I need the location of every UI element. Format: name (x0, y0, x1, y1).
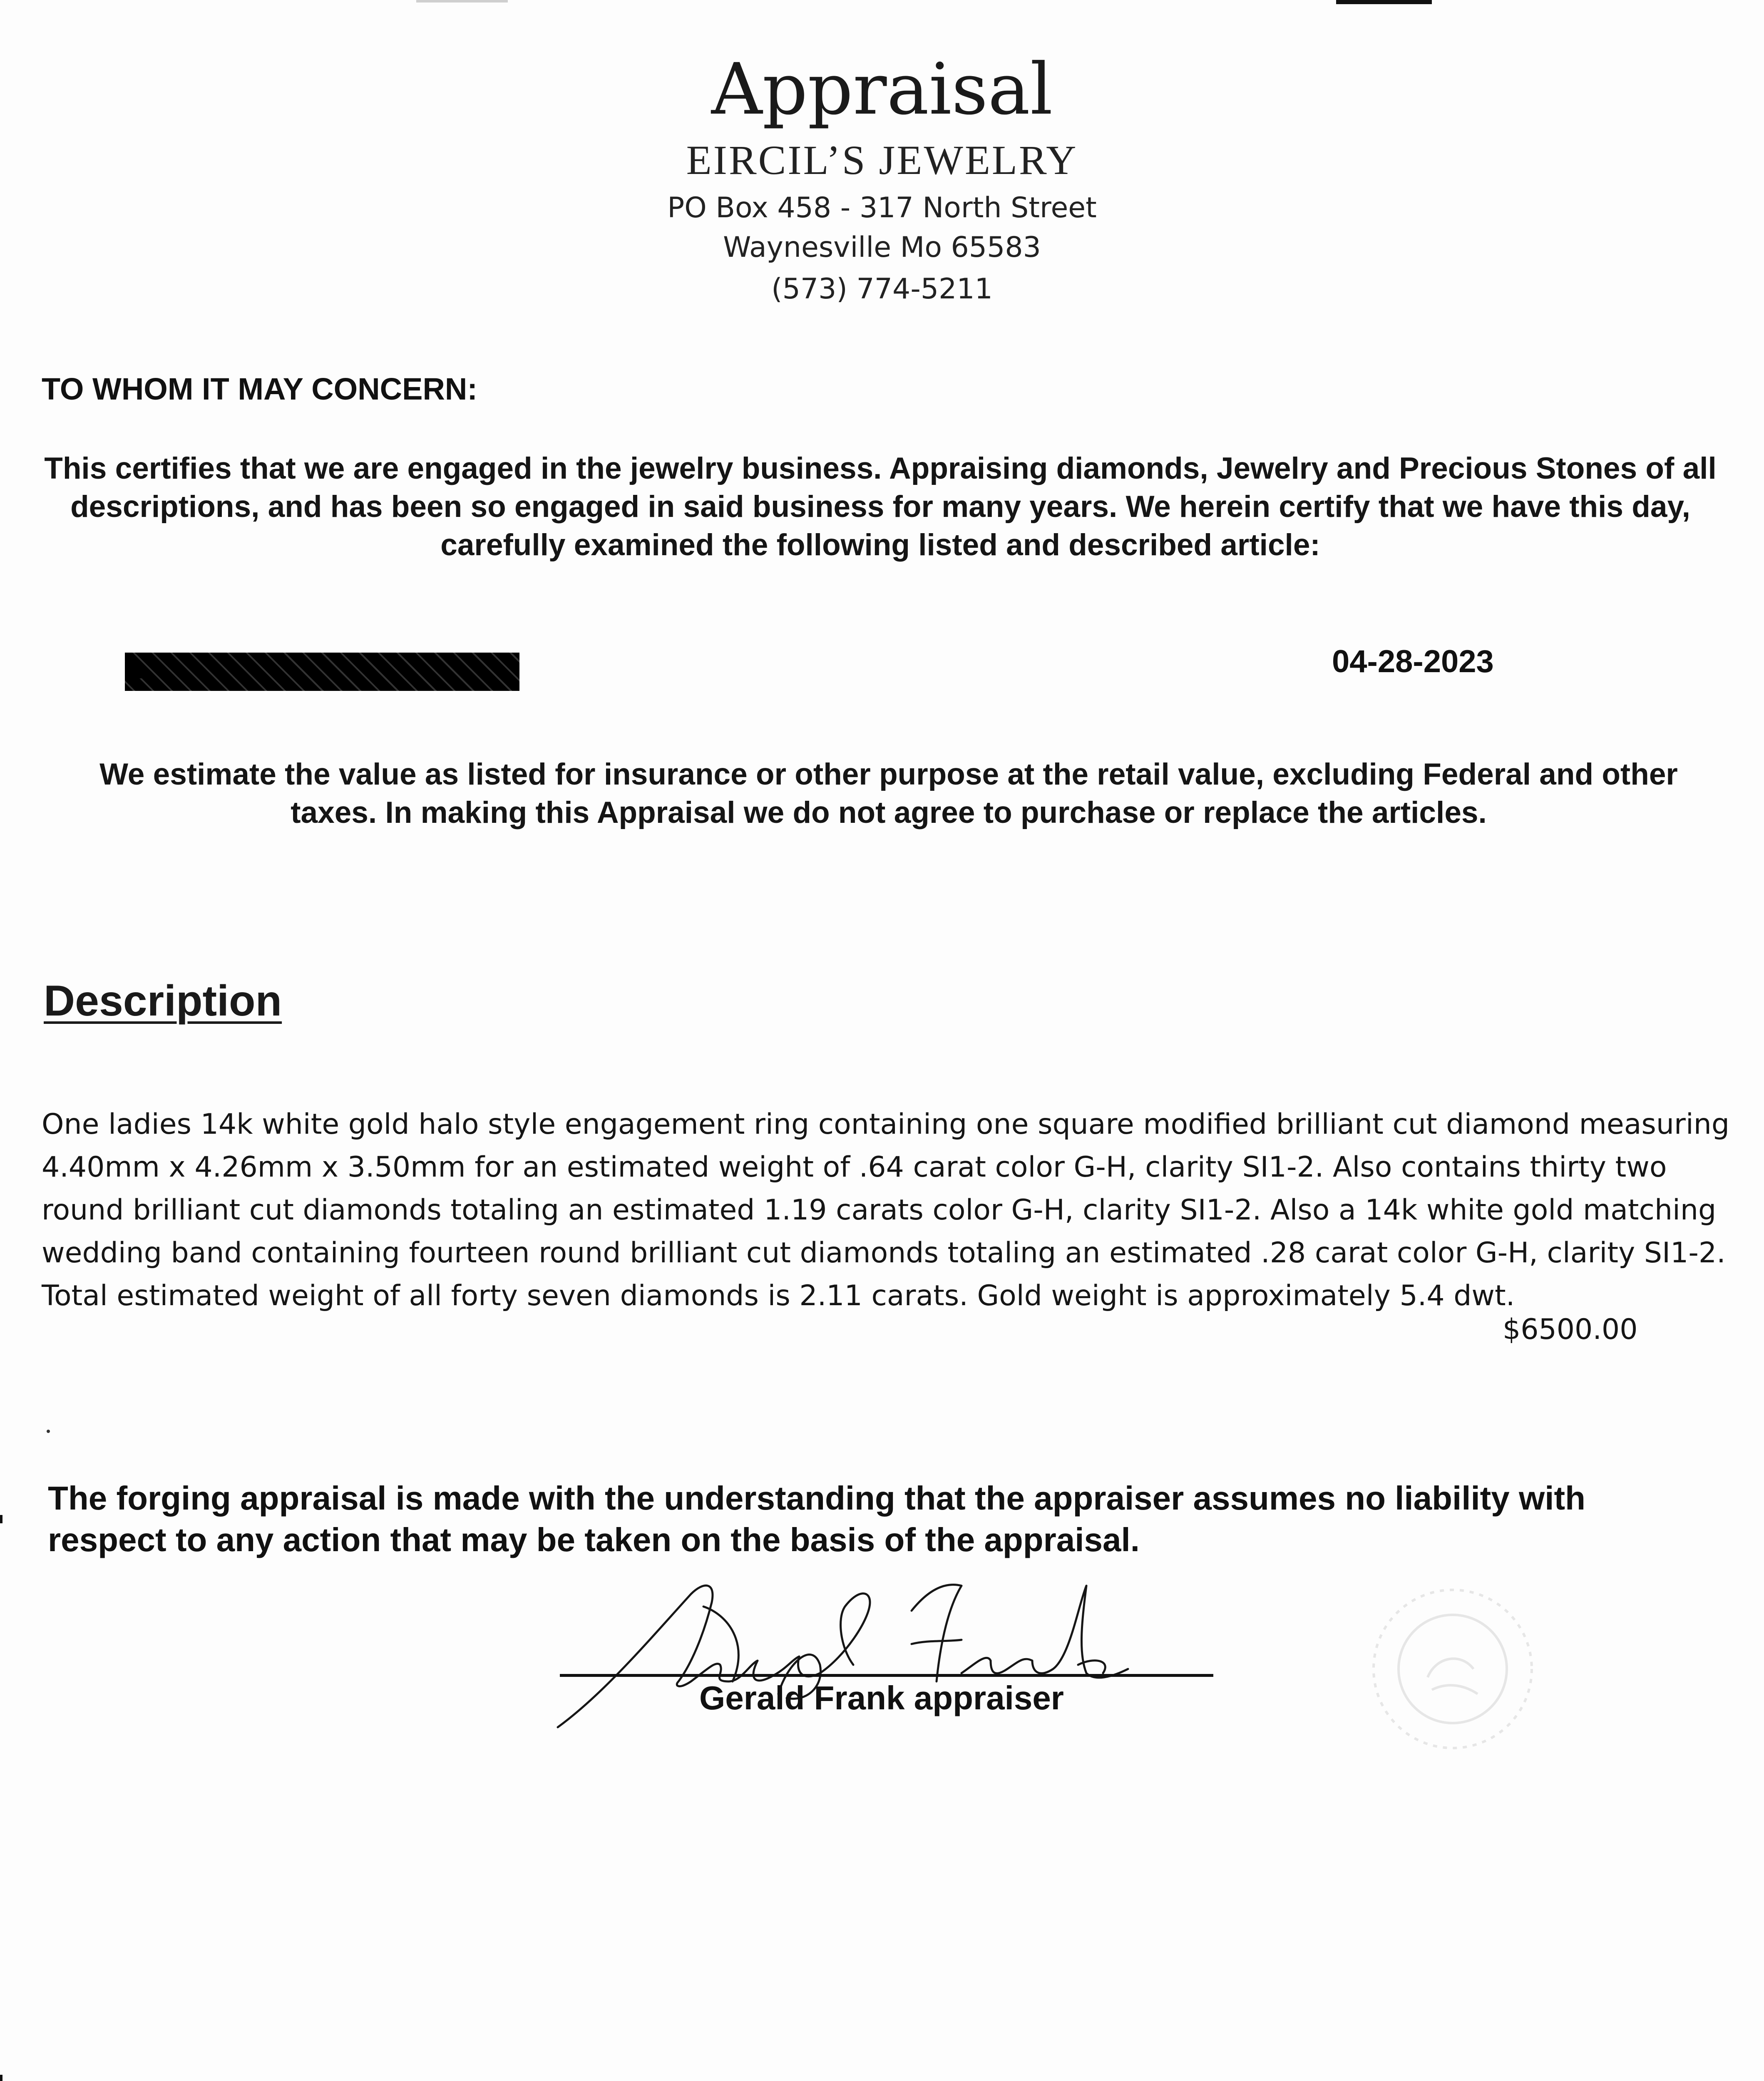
liability-statement: The forging appraisal is made with the understanding that the appraiser assumes no liability with respect to any action that may be taken on the basis of the appraisal. (48, 1480, 1585, 1558)
address-city: Waynesville Mo 65583 (723, 231, 1041, 264)
salutation: TO WHOM IT MAY CONCERN: (42, 372, 477, 406)
embossed-seal-icon (1365, 1582, 1540, 1756)
redaction-block-edge (125, 662, 142, 678)
certification-paragraph: This certifies that we are engaged in the jewelry business. Appraising diamonds, Jewelry and Precious Stones of all descriptions, and has been so engaged in said business for many years. We herein certify that we have this day, carefully examined the following listed and described article: (44, 452, 1717, 562)
item-description: One ladies 14k white gold halo style engagement ring containing one square modified brilliant cut diamond measuring 4.40mm x 4.26mm x 3.50mm for an estimated weight of .64 carat color G-H, clarity SI1-2. Also contains thirty two round brilliant cut diamonds totaling an estimated 1.19 carats color G-H, clarity SI1-2. Also a 14k white gold matching wedding band containing fourteen round brilliant cut diamonds totaling an estimated .28 carat color G-H, clarity SI1-2. Total estimated weight of all forty seven diamonds is 2.11 carats. Gold weight is approximately 5.4 dwt. (42, 1108, 1730, 1312)
document-title: Appraisal (711, 48, 1053, 131)
appraised-value: $6500.00 (1503, 1313, 1638, 1346)
appraiser-name: Gerald Frank appraiser (699, 1679, 1064, 1716)
scan-artifact (0, 1515, 2, 1523)
stray-mark (47, 1430, 50, 1433)
redaction-block (125, 653, 519, 691)
estimate-statement: We estimate the value as listed for insurance or other purpose at the retail value, excluding Federal and other taxes. In making this Appraisal we do not agree to purchase or replace the articles. (99, 757, 1678, 829)
company-name: EIRCIL’S JEWELRY (686, 137, 1078, 183)
scan-artifact (1336, 0, 1432, 4)
scan-artifact (416, 0, 508, 2)
appraisal-date: 04-28-2023 (1332, 644, 1494, 679)
signature-line (560, 1674, 1213, 1677)
scan-artifact (0, 2075, 2, 2081)
phone-number: (573) 774-5211 (771, 273, 993, 305)
address-street: PO Box 458 - 317 North Street (667, 191, 1097, 224)
description-heading: Description (44, 977, 282, 1025)
